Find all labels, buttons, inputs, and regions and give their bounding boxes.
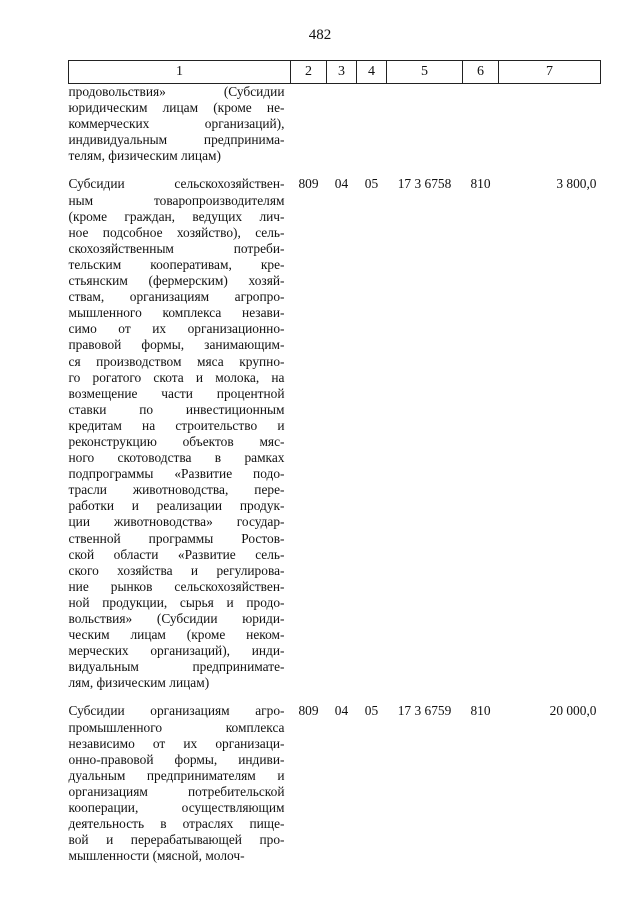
description-line: реконструкцию объектов мяс- xyxy=(68,433,285,449)
description-line: стьянским (фермерским) хозяй- xyxy=(68,273,285,289)
table-row xyxy=(69,176,601,691)
description-line: ное подсобное хозяйство), сель- xyxy=(68,224,285,240)
target-article-code: 17 3 6758 xyxy=(397,176,452,192)
section-code: 04 xyxy=(334,703,349,719)
description-line: симо от их организационно- xyxy=(68,321,285,337)
description-line: индивидуальным предпринима- xyxy=(68,132,285,148)
description-line: ставки по инвестиционным xyxy=(68,401,285,417)
expense-type-code: 810 xyxy=(470,176,491,192)
description-line: организациям потребительской xyxy=(68,783,285,799)
description-line: ственной программы Ростов- xyxy=(68,530,285,546)
description-line: трасли животноводства, пере- xyxy=(68,482,285,498)
description-line: кредитам на строительство и xyxy=(68,417,285,433)
description-line: подпрограммы «Развитие подо- xyxy=(68,466,285,482)
row-spacer xyxy=(69,691,601,703)
description-line: правовой формы, занимающим- xyxy=(68,337,285,353)
description-line: юридическим лицам (кроме не- xyxy=(68,100,285,116)
description-line: телям, физическим лицам) xyxy=(68,148,221,164)
column-header: 1 xyxy=(69,61,291,84)
description-line: промышленного комплекса xyxy=(68,719,285,735)
column-header: 2 xyxy=(291,61,327,84)
description-line: ской области «Развитие сель- xyxy=(68,546,285,562)
column-header: 3 xyxy=(327,61,357,84)
ministry-code: 809 xyxy=(298,176,319,192)
description-line: скохозяйственным потреби- xyxy=(68,240,285,256)
description-line: ся производством мяса крупно- xyxy=(68,353,285,369)
description-line: вой и перерабатывающей про- xyxy=(68,832,285,848)
section-code xyxy=(327,84,357,165)
target-article-code xyxy=(387,84,463,165)
row-description xyxy=(69,176,291,691)
row-description xyxy=(69,84,291,165)
description-line: го рогатого скота и молока, на xyxy=(68,369,285,385)
description-line: ского хозяйства и регулирова- xyxy=(68,562,285,578)
ministry-code xyxy=(291,84,327,165)
description-line: работки и реализации продук- xyxy=(68,498,285,514)
description-line: мерческих организаций), инди- xyxy=(68,643,285,659)
column-header: 5 xyxy=(387,61,463,84)
description-line: продовольствия» (Субсидии xyxy=(68,84,285,99)
description-line: ным товаропроизводителям xyxy=(68,192,285,208)
target-article-code: 17 3 6759 xyxy=(397,703,452,719)
expense-type-code xyxy=(463,84,499,165)
description-line: ческим лицам (кроме неком- xyxy=(68,627,285,643)
amount: 3 800,0 xyxy=(556,176,597,192)
description-line: тельским кооперативам, кре- xyxy=(68,256,285,272)
description-line: (кроме граждан, ведущих лич- xyxy=(68,208,285,224)
budget-table xyxy=(68,60,601,864)
description-line: независимо от их организаци- xyxy=(68,735,285,751)
description-line: коммерческих организаций), xyxy=(68,116,285,132)
description-line: ние рынков сельскохозяйствен- xyxy=(68,578,285,594)
description-line: возмещение части процентной xyxy=(68,385,285,401)
subsection-code: 05 xyxy=(364,176,379,192)
description-line: лям, физическим лицам) xyxy=(68,675,210,691)
page-number: 482 xyxy=(308,27,332,43)
description-line: кооперации, осуществляющим xyxy=(68,800,285,816)
ministry-code: 809 xyxy=(298,703,319,719)
table-row xyxy=(69,84,601,165)
row-spacer xyxy=(69,164,601,176)
description-line: мышленного комплекса незави- xyxy=(68,305,285,321)
description-line: мышленности (мясной, молоч- xyxy=(68,848,245,864)
table-row xyxy=(69,703,601,864)
description-line: видуальным предпринимате- xyxy=(68,659,285,675)
column-header: 7 xyxy=(499,61,601,84)
description-line: Субсидии организациям агро- xyxy=(68,703,285,719)
description-line: онно-правовой формы, индиви- xyxy=(68,751,285,767)
description-line: ного скотоводства в рамках xyxy=(68,450,285,466)
subsection-code xyxy=(357,84,387,165)
row-description xyxy=(69,703,291,864)
table-header-row xyxy=(69,61,601,84)
section-code: 04 xyxy=(334,176,349,192)
description-line: вольствия» (Субсидии юриди- xyxy=(68,611,285,626)
description-line: ной продукции, сырья и продо- xyxy=(68,594,285,610)
amount xyxy=(499,84,601,165)
description-line: дуальным предпринимателям и xyxy=(68,767,285,783)
amount: 20 000,0 xyxy=(549,703,597,719)
column-header: 4 xyxy=(357,61,387,84)
description-line: деятельность в отраслях пище- xyxy=(68,816,285,832)
column-header: 6 xyxy=(463,61,499,84)
expense-type-code: 810 xyxy=(470,703,491,719)
subsection-code: 05 xyxy=(364,703,379,719)
description-line: ствам, организациям агропро- xyxy=(68,289,285,305)
description-line: ции животноводства» государ- xyxy=(68,514,285,530)
description-line: Субсидии сельскохозяйствен- xyxy=(68,176,285,192)
